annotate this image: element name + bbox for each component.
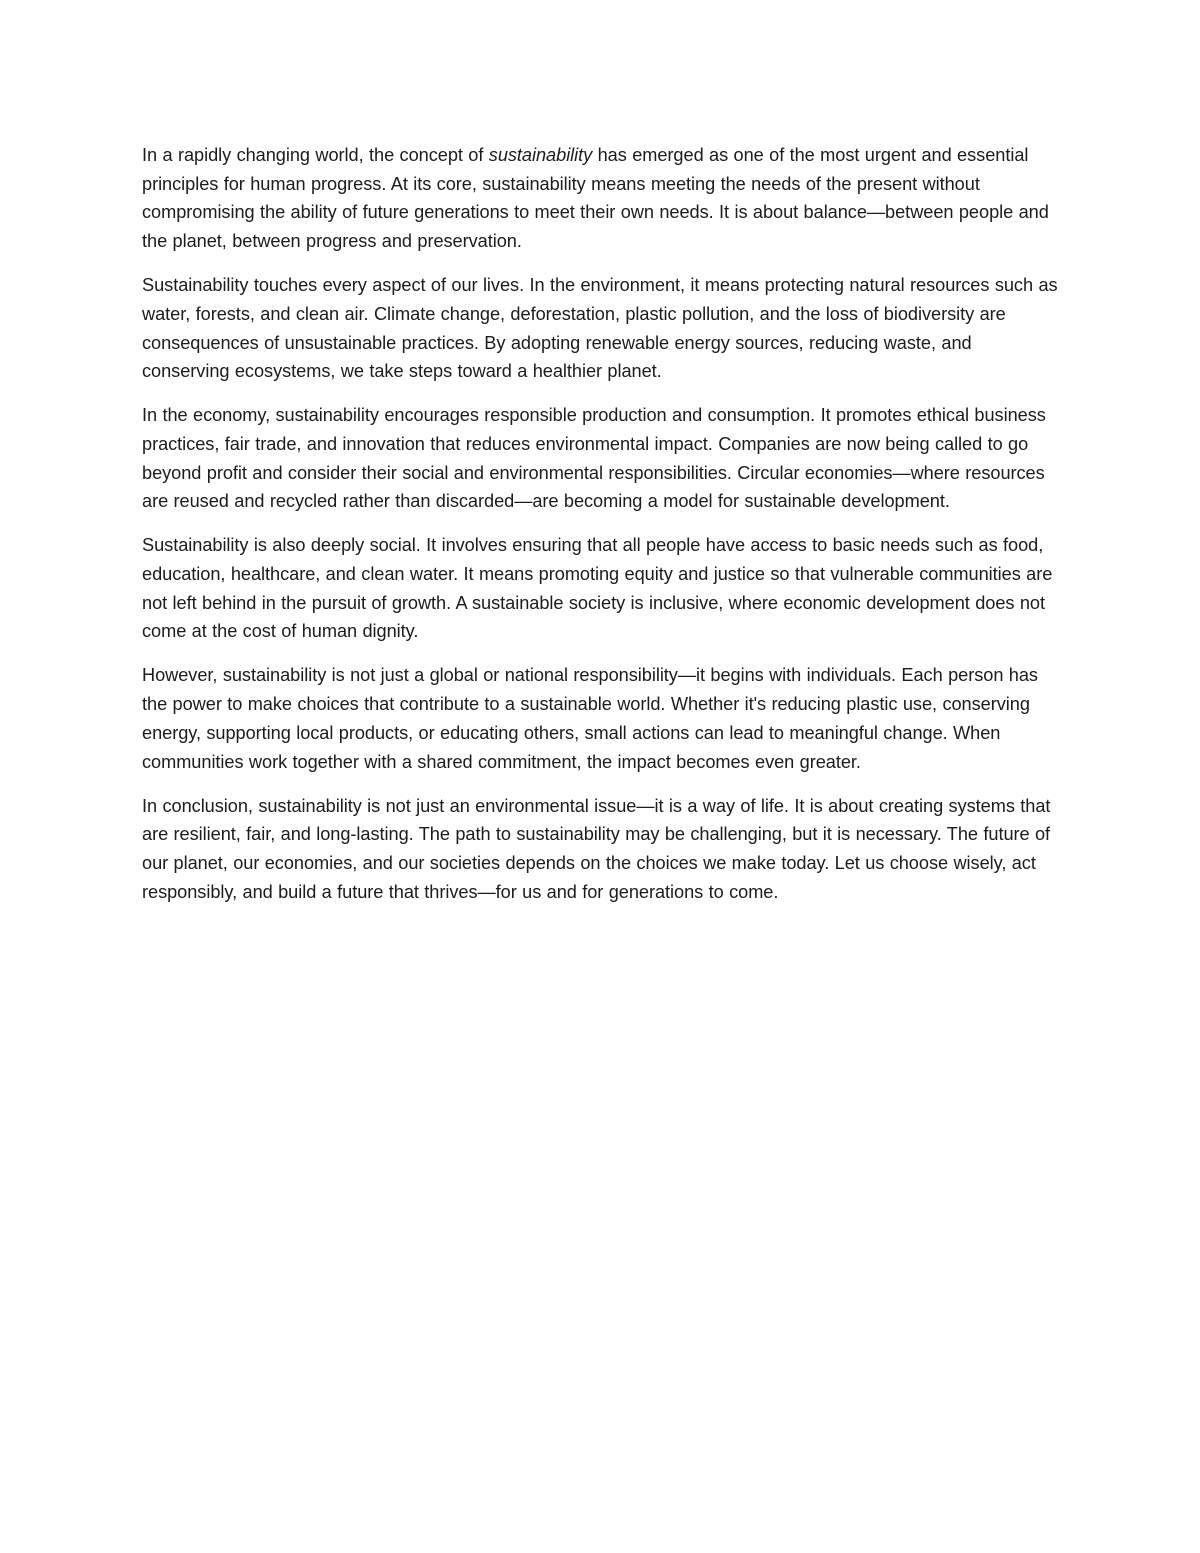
document-body	[142, 141, 1062, 922]
paragraph-1-start: In a rapidly changing world, the concept of	[142, 145, 489, 165]
paragraph-1	[142, 141, 1062, 256]
paragraph-6: In conclusion, sustainability is not just an environmental issue—it is a way of life. It is about creating systems that are resilient, fair, and long-lasting. The path to sustainability may be challenging, but it is necessary. The future of our planet, our economies, and our societies depends on the choices we make today. Let us choose wisely, act responsibly, and build a future that thrives—for us and for generations to come.	[142, 795, 1051, 902]
paragraph-1-italic-term: sustainability	[488, 145, 593, 165]
paragraph-3: In the economy, sustainability encourages responsible production and consumption. It promotes ethical business practices, fair trade, and innovation that reduces environmental impact. Companies are now being called to go beyond profit and consider their social and environmental responsibilities. Circular economies—where resources are reused and recycled rather than discarded—are becoming a model for sustainable development.	[142, 405, 1046, 512]
paragraph-1-rest: has emerged as one of the most urgent and essential principles for human progress. At its core, sustainability means meeting the needs of the present without compromising the ability of future generations to meet their own needs. It is about balance—between people and the planet, between progress and preservation.	[142, 145, 1049, 252]
paragraph-2: Sustainability touches every aspect of our lives. In the environment, it means protecting natural resources such as water, forests, and clean air. Climate change, deforestation, plastic pollution, and the loss of biodiversity are consequences of unsustainable practices. By adopting renewable energy sources, reducing waste, and conserving ecosystems, we take steps toward a healthier planet.	[142, 275, 1058, 382]
paragraph-4: Sustainability is also deeply social. It involves ensuring that all people have access to basic needs such as food, education, healthcare, and clean water. It means promoting equity and justice so that vulnerable communities are not left behind in the pursuit of growth. A sustainable society is inclusive, where economic development does not come at the cost of human dignity.	[142, 535, 1053, 642]
paragraph-5: However, sustainability is not just a global or national responsibility—it begins with individuals. Each person has the power to make choices that contribute to a sustainable world. Whether it's reducing plastic use, conserving energy, supporting local products, or educating others, small actions can lead to meaningful change. When communities work together with a shared commitment, the impact becomes even greater.	[142, 665, 1038, 772]
